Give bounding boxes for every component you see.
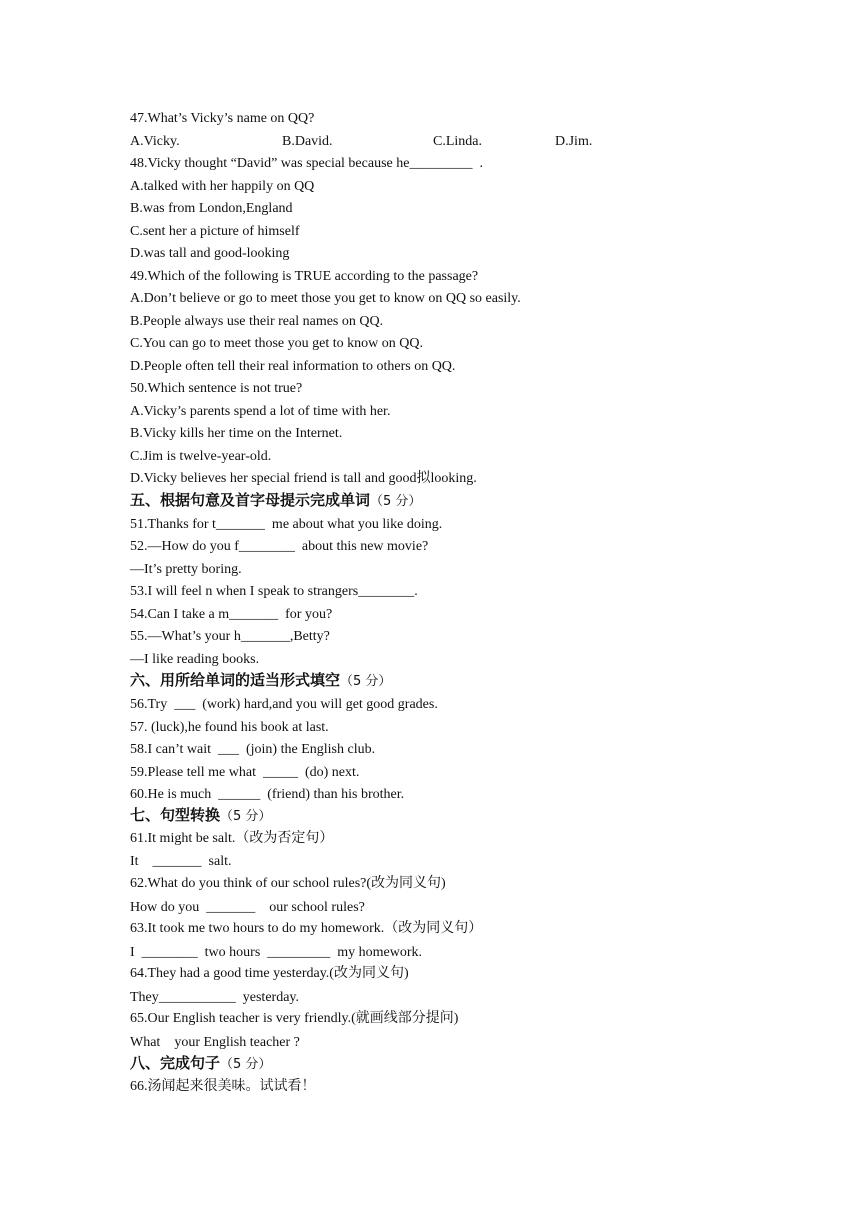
section-5-line: —It’s pretty boring.: [130, 562, 242, 577]
section-7-line: 65.Our English teacher is very friendly.(就画线部分提问): [130, 1011, 459, 1026]
question-49-stem: 49.Which of the following is TRUE according to the passage?: [130, 269, 479, 284]
section-7-line: 62.What do you think of our school rules?(改为同义句): [130, 876, 446, 891]
section-8-points: （5 分）: [220, 1057, 272, 1072]
question-50-option-a: A.Vicky’s parents spend a lot of time with her.: [130, 404, 391, 419]
question-49-option-a: A.Don’t believe or go to meet those you get to know on QQ so easily.: [130, 291, 521, 306]
section-7-line: It _______ salt.: [130, 854, 232, 869]
section-6-line: 57. (luck),he found his book at last.: [130, 720, 329, 735]
section-5-heading: [130, 490, 421, 512]
section-5-line: —I like reading books.: [130, 652, 260, 667]
question-48-stem: 48.Vicky thought “David” was special because he_________ .: [130, 156, 483, 171]
question-50-stem: 50.Which sentence is not true?: [130, 381, 303, 396]
question-47-option-b: B.David.: [282, 134, 333, 149]
question-48-option-c: C.sent her a picture of himself: [130, 224, 300, 239]
question-48-option-b: B.was from London,England: [130, 201, 293, 216]
question-47-option-a: A.Vicky.: [130, 134, 180, 149]
section-7-line: 63.It took me two hours to do my homework.（改为同义句）: [130, 921, 483, 936]
section-6-line: 58.I can’t wait ___ (join) the English club.: [130, 742, 376, 757]
section-7-line: 61.It might be salt.（改为否定句）: [130, 831, 334, 846]
section-7-line: They___________ yesterday.: [130, 990, 299, 1005]
question-50-option-d: D.Vicky believes her special friend is tall and good拟looking.: [130, 471, 477, 486]
section-7-line: What your English teacher ?: [130, 1035, 300, 1050]
section-7-line: I ________ two hours _________ my homework.: [130, 945, 423, 960]
question-50-option-b: B.Vicky kills her time on the Internet.: [130, 426, 343, 441]
section-7-points: （5 分）: [220, 809, 272, 824]
section-8-title: 八、完成句子: [130, 1054, 221, 1072]
section-5-title: 五、根据句意及首字母提示完成单词: [130, 491, 371, 509]
section-5-line: 52.—How do you f________ about this new movie?: [130, 539, 429, 554]
section-6-heading: [130, 670, 391, 692]
question-48-option-a: A.talked with her happily on QQ: [130, 179, 315, 194]
section-6-line: 59.Please tell me what _____ (do) next.: [130, 765, 360, 780]
section-7-line: 64.They had a good time yesterday.(改为同义句): [130, 966, 409, 981]
section-5-line: 51.Thanks for t_______ me about what you like doing.: [130, 517, 443, 532]
section-8-heading: [130, 1053, 271, 1075]
question-49-option-c: C.You can go to meet those you get to know on QQ.: [130, 336, 423, 351]
section-7-heading: [130, 805, 271, 827]
section-7-line: How do you _______ our school rules?: [130, 900, 365, 915]
section-6-line: 60.He is much ______ (friend) than his brother.: [130, 787, 405, 802]
section-8-line: 66.汤闻起来很美味。试试看！: [130, 1079, 316, 1094]
section-5-line: 55.—What’s your h_______,Betty?: [130, 629, 330, 644]
section-6-title: 六、用所给单词的适当形式填空: [130, 671, 341, 689]
question-47-stem: 47.What’s Vicky’s name on QQ?: [130, 111, 315, 126]
section-5-line: 54.Can I take a m_______ for you?: [130, 607, 333, 622]
question-49-option-d: D.People often tell their real information to others on QQ.: [130, 359, 456, 374]
question-47-option-c: C.Linda.: [433, 134, 482, 149]
question-48-option-d: D.was tall and good-looking: [130, 246, 290, 261]
section-5-points: （5 分）: [370, 494, 422, 509]
question-47-option-d: D.Jim.: [555, 134, 593, 149]
question-49-option-b: B.People always use their real names on QQ.: [130, 314, 384, 329]
section-6-line: 56.Try ___ (work) hard,and you will get good grades.: [130, 697, 438, 712]
question-50-option-c: C.Jim is twelve-year-old.: [130, 449, 272, 464]
section-7-title: 七、句型转换: [130, 806, 221, 824]
section-6-points: （5 分）: [340, 674, 392, 689]
section-5-line: 53.I will feel n when I speak to strangers________.: [130, 584, 418, 599]
